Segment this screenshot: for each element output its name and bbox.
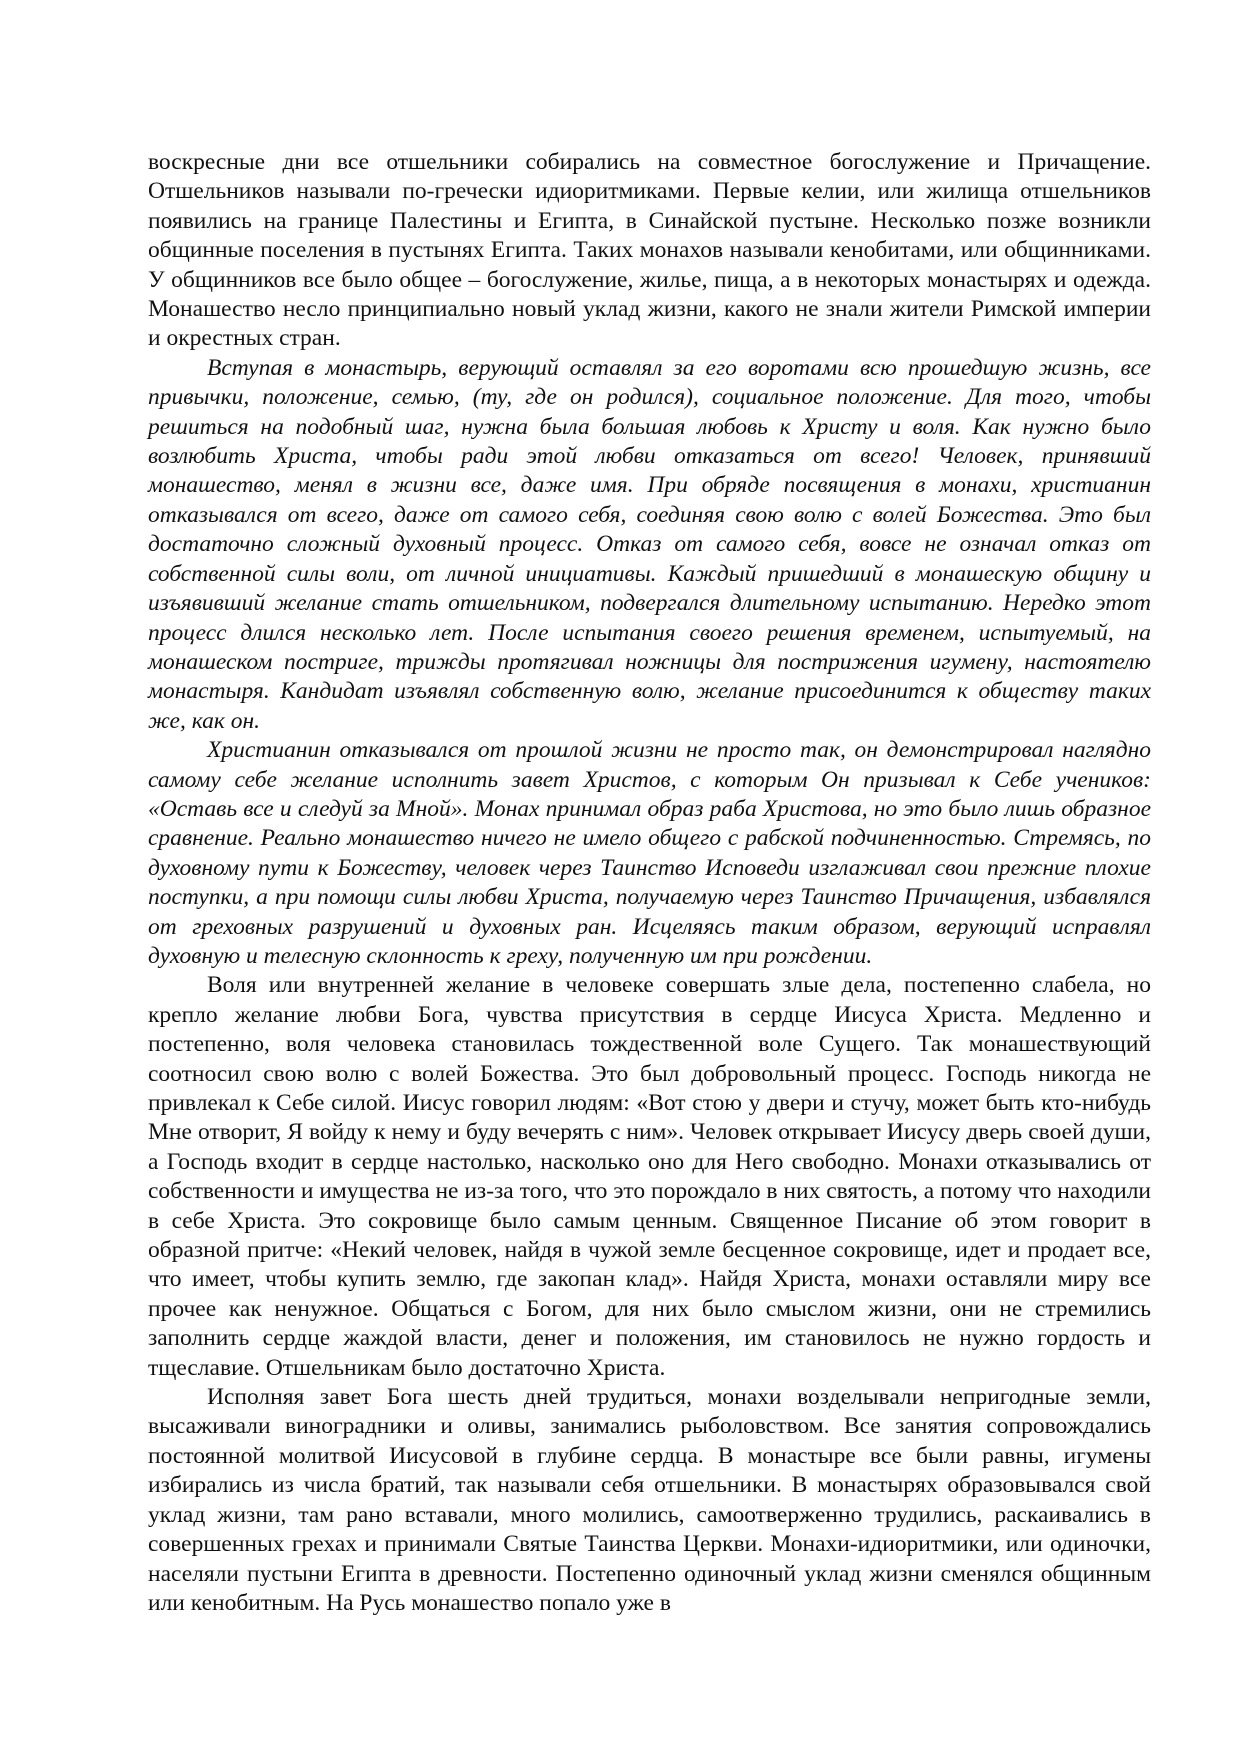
- paragraph-3: Христианин отказывался от прошлой жизни не просто так, он демонстрировал наглядно самому себе желание исполнить завет Христов, с которым Он призывал к Себе учеников: «Оставь все и следуй за Мной». Монах принимал образ раба Христова, но это было лишь образное сравнение. Реально монашество ничего не имело общего с рабской подчиненностью. Стремясь, по духовному пути к Божеству, человек через Таинство Исповеди изглаживал свои прежние плохие поступки, а при помощи силы любви Христа, получаемую через Таинство Причащения, избавлялся от греховных разрушений и духовных ран. Исцеляясь таким образом, верующий исправлял духовную и телесную склонность к греху, полученную им при рождении.: [148, 737, 1151, 969]
- paragraph-5: Исполняя завет Бога шесть дней трудиться, монахи возделывали непригодные земли, высаживали виноградники и оливы, занимались рыболовством. Все занятия сопровождались постоянной молитвой Иисусовой в глубине сердца. В монастыре все были равны, игумены избирались из числа братий, так называли себя отшельники. В монастырях образовывался свой уклад жизни, там рано вставали, много молились, самоотверженно трудились, раскаивались в совершенных грехах и принимали Святые Таинства Церкви. Монахи-идиоритмики, или одиночки, населяли пустыни Египта в древности. Постепенно одиночный уклад жизни сменялся общинным или кенобитным. На Русь монашество попало уже в: [148, 1384, 1151, 1616]
- paragraph-4: Воля или внутренней желание в человеке совершать злые дела, постепенно слабела, но крепло желание любви Бога, чувства присутствия в сердце Иисуса Христа. Медленно и постепенно, воля человека становилась тождественной воле Сущего. Так монашествующий соотносил свою волю с волей Божества. Это был добровольный процесс. Господь никогда не привлекал к Себе силой. Иисус говорил людям: «Вот стою у двери и стучу, может быть кто-нибудь Мне отворит, Я войду к нему и буду вечерять с ним». Человек открывает Иисусу дверь своей души, а Господь входит в сердце настолько, насколько оно для Него свободно. Монахи отказывались от собственности и имущества не из-за того, что это порождало в них святость, а потому что находили в себе Христа. Это сокровище было самым ценным. Священное Писание об этом говорит в образной притче: «Некий человек, найдя в чужой земле бесценное сокровище, идет и продает все, что имеет, чтобы купить землю, где закопан клад». Найдя Христа, монахи оставляли миру все прочее как ненужное. Общаться с Богом, для них было смыслом жизни, они не стремились заполнить сердце жаждой власти, денег и положения, им становилось не нужно гордость и тщеславие. Отшельникам было достаточно Христа.: [148, 972, 1151, 1381]
- paragraph-2: Вступая в монастырь, верующий оставлял за его воротами всю прошедшую жизнь, все привычки, положение, семью, (ту, где он родился), социальное положение. Для того, чтобы решиться на подобный шаг, нужна была большая любовь к Христу и воля. Как нужно было возлюбить Христа, чтобы ради этой любви отказаться от всего! Человек, принявший монашество, менял в жизни все, даже имя. При обряде посвящения в монахи, христианин отказывался от всего, даже от самого себя, соединяя свою волю с волей Божества. Это был достаточно сложный духовный процесс. Отказ от самого себя, вовсе не означал отказ от собственной силы воли, от личной инициативы. Каждый пришедший в монашескую общину и изъявивший желание стать отшельником, подвергался длительному испытанию. Нередко этот процесс длился несколько лет. После испытания своего решения временем, испытуемый, на монашеском постриге, трижды протягивал ножницы для пострижения игумену, настоятелю монастыря. Кандидат изъявлял собственную волю, желание присоединится к обществу таких же, как он.: [148, 354, 1151, 734]
- document-page: [148, 148, 1151, 1618]
- paragraph-1: воскресные дни все отшельники собирались на совместное богослужение и Причащение. Отшельников называли по-гречески идиоритмиками. Первые келии, или жилища отшельников появились на границе Палестины и Египта, в Синайской пустыне. Несколько позже возникли общинные поселения в пустынях Египта. Таких монахов называли кенобитами, или общинниками. У общинников все было общее – богослужение, жилье, пища, а в некоторых монастырях и одежда. Монашество несло принципиально новый уклад жизни, какого не знали жители Римской империи и окрестных стран.: [148, 149, 1151, 352]
